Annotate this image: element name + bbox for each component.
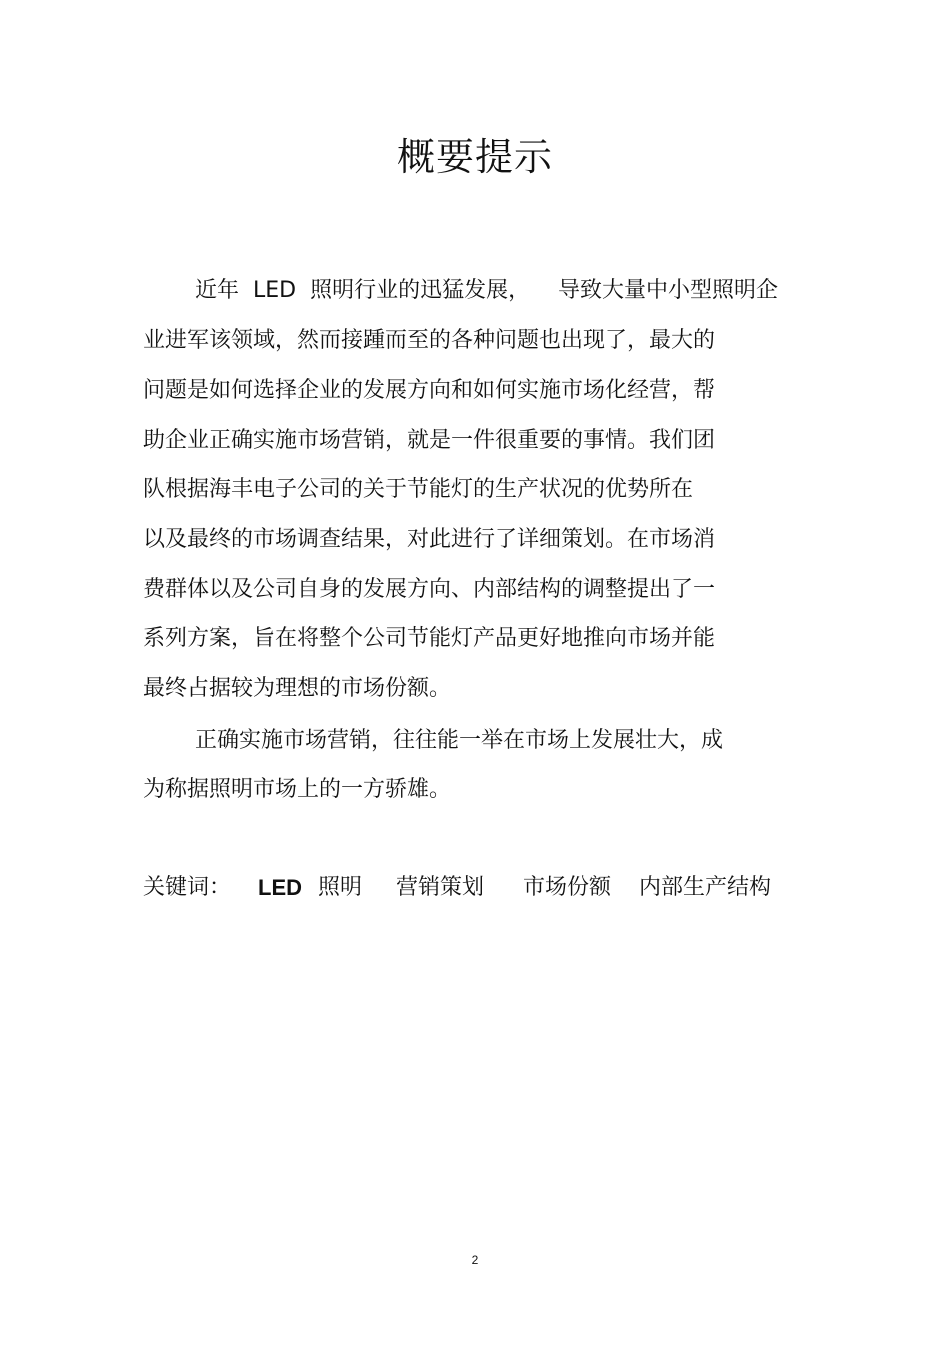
keyword-item: 内部生产结构: [639, 875, 772, 900]
paragraph-line: 业进军该领域，然而接踵而至的各种问题也出现了，最大的: [143, 328, 716, 353]
paragraph-line: 为称据照明市场上的一方骄雄。: [143, 777, 452, 802]
keyword-item: 营销策划: [396, 875, 485, 900]
keyword-item: LED: [258, 875, 302, 900]
page-number: 2: [471, 1253, 479, 1267]
paragraph-line: 系列方案，旨在将整个公司节能灯产品更好地推向市场并能: [143, 626, 716, 651]
paragraph-line: 助企业正确实施市场营销，就是一件很重要的事情。我们团: [143, 428, 716, 453]
paragraph-line: 费群体以及公司自身的发展方向、内部结构的调整提出了一: [143, 577, 716, 602]
keyword-item: 照明: [318, 875, 363, 900]
paragraph-line: 问题是如何选择企业的发展方向和如何实施市场化经营，帮: [143, 378, 716, 403]
keyword-item: 市场份额: [523, 875, 612, 900]
page-title: 概要提示: [396, 135, 553, 179]
paragraph-line: 最终占据较为理想的市场份额。: [143, 676, 452, 701]
paragraph-line: 近年 LED 照明行业的迅猛发展， 导致大量中小型照明企: [195, 278, 779, 303]
paragraph-line: 队根据海丰电子公司的关于节能灯的生产状况的优势所在: [143, 477, 694, 502]
paragraph-line: 正确实施市场营销，往往能一举在市场上发展壮大，成: [195, 728, 724, 753]
keywords-label: 关键词：: [143, 875, 232, 900]
paragraph-line: 以及最终的市场调查结果，对此进行了详细策划。在市场消: [143, 527, 716, 552]
